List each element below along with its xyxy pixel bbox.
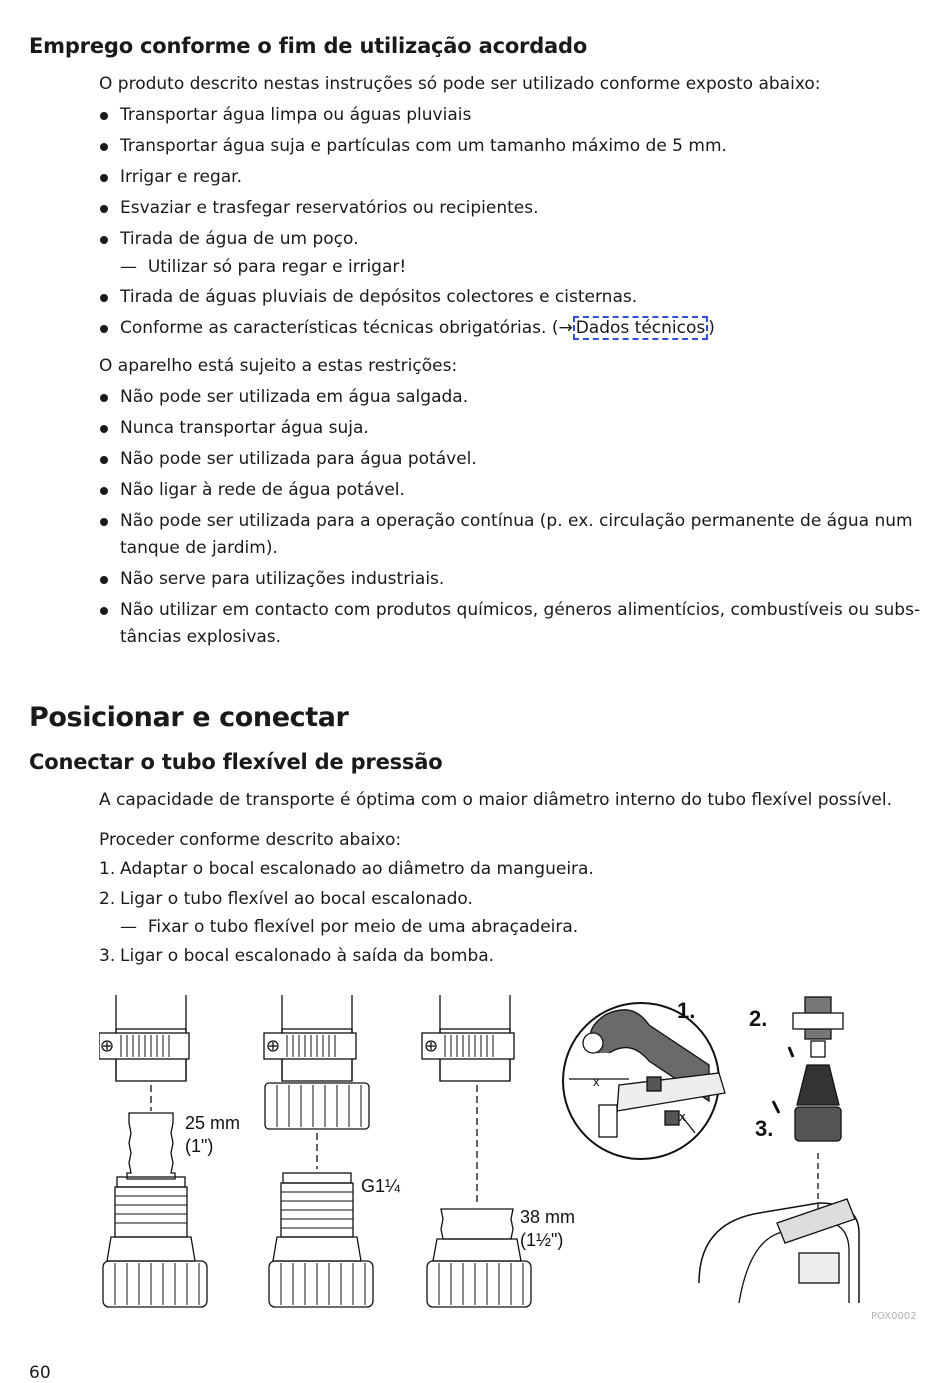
bullet-icon: [100, 112, 108, 120]
step-3-label: 3.: [755, 1116, 774, 1141]
list-item: Não serve para utilizações industriais.: [99, 566, 929, 593]
list-item: Não ligar à rede de água potável.: [99, 477, 929, 504]
label-x-2: x: [679, 1109, 686, 1124]
list-item-spec: Conforme as características técnicas obrigatórias. (→ Dados técnicos ): [99, 315, 929, 342]
restrictions-intro: O aparelho está sujeito a estas restrições:: [99, 356, 458, 376]
list-item: Tirada de água de um poço.: [99, 226, 929, 253]
section-title-intended-use: Emprego conforme o fim de utilização acordado: [29, 34, 588, 58]
step-1-label: 1.: [677, 998, 696, 1023]
well-note: — Utilizar só para regar e irrigar!: [120, 257, 407, 277]
bullet-icon: [100, 143, 108, 151]
label-x-1: x: [593, 1074, 600, 1089]
bullet-icon: [100, 518, 108, 526]
label-25mm-inch: (1"): [185, 1136, 214, 1156]
cutting-detail-circle: [563, 1003, 725, 1159]
page-number: 60: [29, 1363, 51, 1383]
figure-code: POX0002: [871, 1311, 917, 1322]
list-item: Esvaziar e trasfegar reservatórios ou recipientes.: [99, 195, 929, 222]
label-38mm-inch: (1½"): [520, 1230, 564, 1250]
hose-assembly-38mm: [422, 995, 531, 1307]
list-item: Transportar água limpa ou águas pluviais: [99, 102, 929, 129]
hose-connection-figure: [99, 993, 919, 1309]
list-item: Não pode ser utilizada para água potável.: [99, 446, 929, 473]
list-item: Não utilizar em contacto com produtos químicos, géneros alimentícios, combustíveis ou subs-tâncias explosivas.: [99, 597, 929, 651]
list-item: Transportar água suja e partículas com um tamanho máximo de 5 mm.: [99, 133, 929, 160]
step-item: 3. Ligar o bocal escalonado à saída da bomba.: [99, 946, 495, 966]
bullet-icon: [100, 294, 108, 302]
hose-assembly-g114: [264, 995, 373, 1307]
pump-detail: [699, 997, 859, 1303]
step-item: 2. Ligar o tubo flexível ao bocal escalonado.: [99, 889, 473, 909]
hose-intro: A capacidade de transporte é óptima com o maior diâmetro interno do tubo flexível possível.: [99, 790, 892, 810]
technical-data-link[interactable]: Dados técnicos: [573, 316, 709, 340]
bullet-icon: [100, 205, 108, 213]
bullet-icon: [100, 456, 108, 464]
step-2-label: 2.: [749, 1006, 768, 1031]
step-item: 1. Adaptar o bocal escalonado ao diâmetro da mangueira.: [99, 859, 594, 879]
label-25mm: 25 mm: [185, 1113, 241, 1133]
intended-use-intro: O produto descrito nestas instruções só pode ser utilizado conforme exposto abaixo:: [99, 74, 821, 94]
steps-intro: Proceder conforme descrito abaixo:: [99, 830, 402, 850]
list-item: Nunca transportar água suja.: [99, 415, 929, 442]
bullet-icon: [100, 174, 108, 182]
label-38mm: 38 mm: [520, 1207, 576, 1227]
list-item: Irrigar e regar.: [99, 164, 929, 191]
list-item: Tirada de águas pluviais de depósitos colectores e cisternas.: [99, 284, 929, 311]
bullet-icon: [100, 236, 108, 244]
clamp-note: — Fixar o tubo flexível por meio de uma abraçadeira.: [120, 917, 579, 937]
bullet-icon: [100, 487, 108, 495]
label-g114: G1¼: [361, 1176, 401, 1196]
bullet-icon: [100, 607, 108, 615]
list-item: Não pode ser utilizada em água salgada.: [99, 384, 929, 411]
bullet-icon: [100, 394, 108, 402]
section-title-position-connect: Posicionar e conectar: [29, 702, 349, 733]
bullet-icon: [100, 325, 108, 333]
bullet-icon: [100, 425, 108, 433]
subsection-title-hose: Conectar o tubo flexível de pressão: [29, 750, 443, 774]
bullet-icon: [100, 576, 108, 584]
list-item: Não pode ser utilizada para a operação contínua (p. ex. circulação permanente de água num tanque de jardim).: [99, 508, 929, 562]
